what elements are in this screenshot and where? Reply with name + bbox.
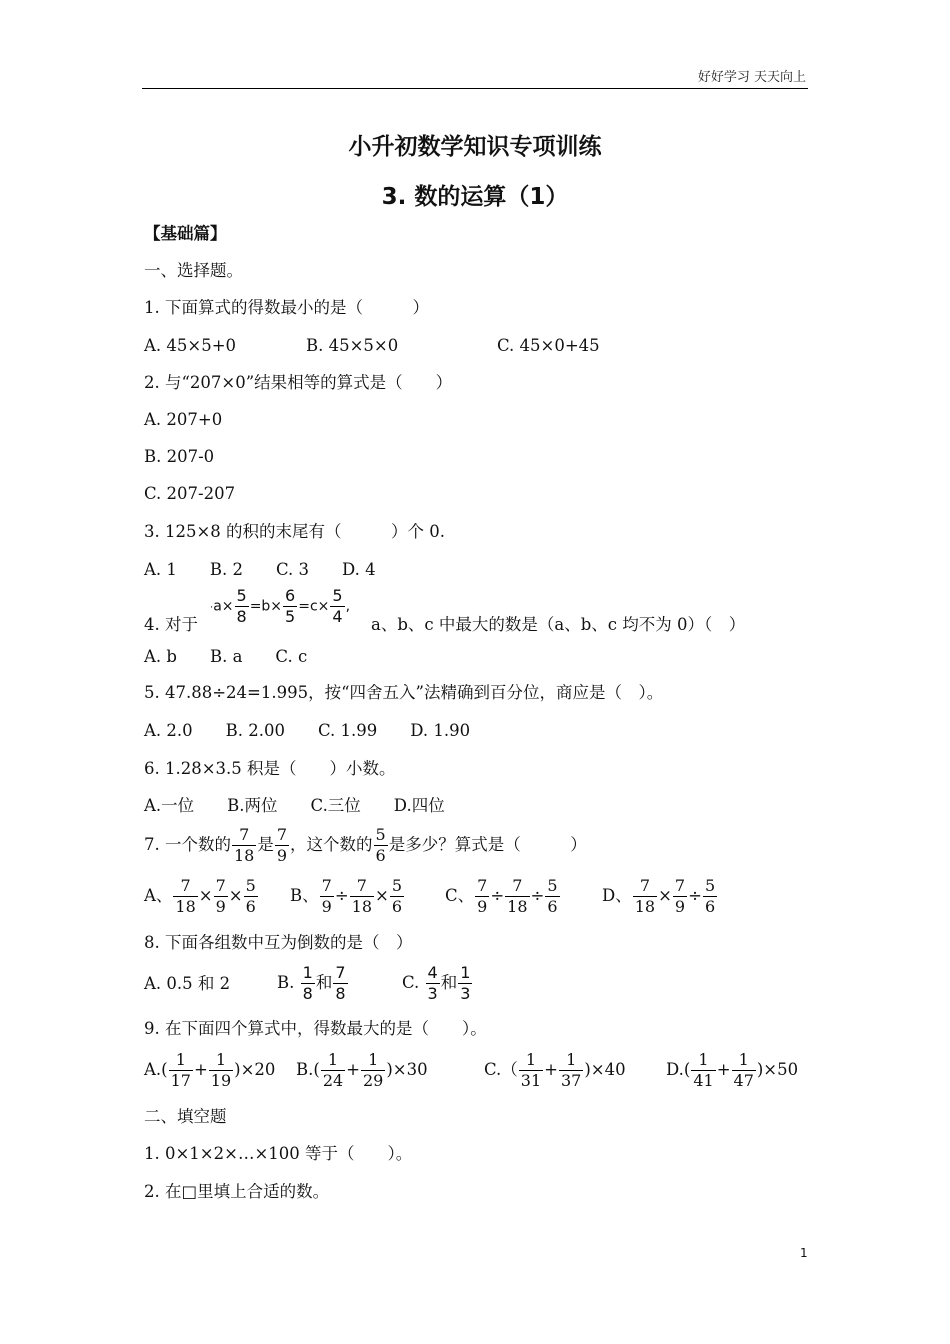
q7-stem: 7. 一个数的 $\frac{7}{18}$ 是 $\frac{7}{9}$ ，这个数的 $\frac{5}{6}$ 是多少？算式是（ ）: [144, 825, 587, 865]
q7-option-a: A、 $\frac{7}{18}$ × $\frac{7}{9}$ × $\frac{5}{6}$: [144, 876, 256, 916]
page-header-motto: 好好学习 天天向上: [697, 70, 806, 85]
q4-eq-frac-1: $\frac{5}{8}$: [236, 586, 247, 626]
q9-stem: 9. 在下面四个算式中，得数最大的是（ ）。: [144, 1019, 487, 1038]
page-number: 1: [800, 1246, 808, 1260]
q2-option-a: A. 207+0: [144, 410, 223, 429]
q4-eq-end: ,: [345, 598, 351, 615]
q1-option-b: B. 45×5×0: [306, 336, 399, 355]
q7-option-b: B、 $\frac{7}{9}$ ÷ $\frac{7}{18}$ × $\frac{5}{6}$: [290, 876, 403, 916]
q7-frac-3: $\frac{5}{6}$: [375, 825, 386, 865]
q2-option-b: B. 207-0: [144, 447, 215, 466]
q8-option-c: C. $\frac{4}{3}$ 和 $\frac{1}{3}$: [402, 963, 471, 1003]
q2-option-c: C. 207-207: [144, 484, 236, 503]
q3-options: A. 1 B. 2 C. 3 D. 4: [144, 560, 376, 579]
page-subtitle: 3. 数的运算（1）: [381, 184, 569, 210]
q1-stem: 1. 下面算式的得数最小的是（ ）: [144, 298, 429, 317]
fill-q2: 2. 在□里填上合适的数。: [144, 1182, 330, 1201]
q9-option-b: B.( $\frac{1}{24}$ + $\frac{1}{29}$ )×30: [296, 1050, 428, 1090]
q1-option-c: C. 45×0+45: [497, 336, 600, 355]
part2-heading: 二、填空题: [144, 1107, 227, 1126]
q9-option-d: D.( $\frac{1}{41}$ + $\frac{1}{47}$ )×50: [666, 1050, 799, 1090]
q4-eq-frac-3: $\frac{5}{4}$: [332, 586, 343, 626]
q8-option-b: B. $\frac{1}{8}$ 和 $\frac{7}{8}$: [277, 963, 346, 1003]
q9-option-a: A.( $\frac{1}{17}$ + $\frac{1}{19}$ )×20: [144, 1050, 276, 1090]
q4-options: A. b B. a C. c: [144, 647, 308, 666]
q5-options: A. 2.0 B. 2.00 C. 1.99 D. 1.90: [144, 721, 471, 740]
q5-stem: 5. 47.88÷24=1.995，按“四舍五入”法精确到百分位，商应是（ ）。: [144, 683, 664, 702]
q4-prefix: 4. 对于: [144, 615, 198, 634]
q4-eq-a: a×: [213, 598, 234, 615]
q6-stem: 6. 1.28×3.5 积是（ ）小数。: [144, 759, 396, 778]
q7-frac-1: $\frac{7}{18}$: [234, 825, 255, 865]
part1-heading: 一、选择题。: [144, 261, 243, 280]
q4-equation: ·a× $\frac{5}{8}$ =b× $\frac{6}{5}$ =c× $\frac{5}{4}$ ,: [210, 586, 351, 626]
q4-eq-frac-2: $\frac{6}{5}$: [285, 586, 296, 626]
q7-option-c: C、 $\frac{7}{9}$ ÷ $\frac{7}{18}$ ÷ $\frac{5}{6}$: [445, 876, 558, 916]
q1-option-a: A. 45×5+0: [144, 336, 237, 355]
fill-q1: 1. 0×1×2×…×100 等于（ ）。: [144, 1144, 413, 1163]
q3-stem: 3. 125×8 的积的末尾有（ ）个 0.: [144, 522, 446, 541]
q6-options: A.一位 B.两位 C.三位 D.四位: [144, 796, 445, 815]
q4-suffix: a、b、c 中最大的数是（a、b、c 均不为 0）（ ）: [371, 615, 746, 634]
q2-stem: 2. 与“207×0”结果相等的算式是（ ）: [144, 373, 453, 392]
q7-frac-2: $\frac{7}{9}$: [276, 825, 288, 865]
q8-stem: 8. 下面各组数中互为倒数的是（ ）: [144, 933, 413, 952]
q8-option-a: A. 0.5 和 2: [144, 974, 231, 993]
q4-eq-c: =c×: [298, 598, 330, 615]
header-rule: [142, 88, 808, 89]
q7-option-d: D、 $\frac{7}{18}$ × $\frac{7}{9}$ ÷ $\frac{5}{6}$: [602, 876, 716, 916]
page-title: 小升初数学知识专项训练: [348, 134, 602, 160]
q4-eq-b: =b×: [249, 598, 283, 615]
q9-option-c: C.（ $\frac{1}{31}$ + $\frac{1}{37}$ )×40: [484, 1050, 626, 1090]
section-basic: 【基础篇】: [144, 224, 227, 243]
